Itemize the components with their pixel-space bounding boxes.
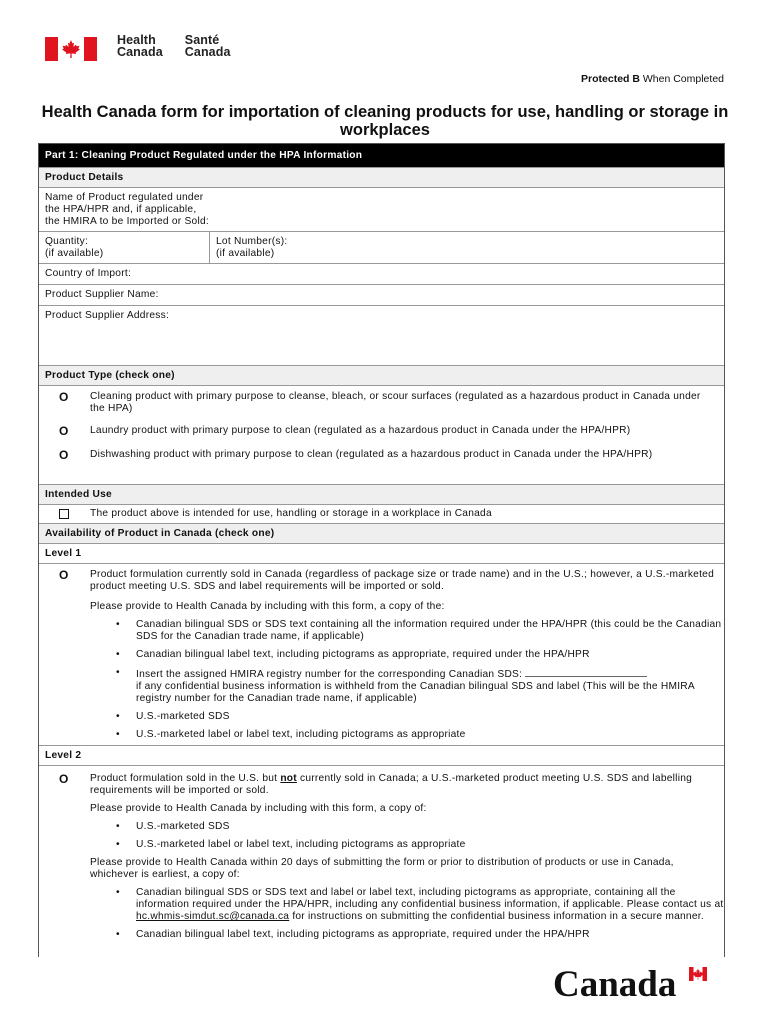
radio-circle-icon[interactable]: O [59, 424, 69, 438]
product-type-heading: Product Type (check one) [39, 366, 724, 386]
lot-number-field[interactable]: Lot Number(s): (if available) [216, 236, 288, 259]
item2a-pre: Canadian bilingual SDS or SDS text and label or label text, including pictograms as appropriate, containing all the information required under the HPA/HPR, including any confidential business information, if applicable. Please contact us at [136, 887, 724, 910]
level1-list [39, 616, 724, 744]
radio-circle-icon[interactable]: O [59, 448, 69, 462]
list-item: • Canadian bilingual SDS or SDS text containing all the information required under the HPA/HPR (this could be the Canadian SDS for the Canadian trade name, if applicable) [136, 616, 724, 646]
org-en-line-2: Canada [117, 45, 163, 59]
quantity-lot-row [39, 232, 724, 264]
radio-circle-icon[interactable]: O [59, 772, 69, 786]
product-type-option-dishwashing[interactable] [39, 446, 724, 466]
checkbox-icon[interactable] [59, 509, 69, 521]
item2a-post: for instructions on submitting the confidential business information in a secure manner. [289, 911, 704, 922]
radio-circle-icon[interactable]: O [59, 568, 69, 582]
level2-list-1 [39, 818, 724, 854]
level1-option-label: Product formulation currently sold in Canada (regardless of package size or trade name) and in the U.S.; however, a U.S.-marketed product meeting U.S. SDS and label requirements will be imported or sold. [90, 569, 714, 592]
maple-leaf-icon [61, 40, 81, 58]
list-item: • Canadian bilingual label text, including pictograms as appropriate, required under the HPA/HPR [136, 926, 724, 944]
availability-heading: Availability of Product in Canada (check one) [39, 524, 724, 544]
protected-b-strong: Protected B [581, 73, 640, 85]
org-fr-line-2: Canada [184, 45, 231, 59]
hmira-insert-label: Insert the assigned HMIRA registry number for the corresponding Canadian SDS: [136, 669, 523, 680]
quantity-field[interactable]: Quantity: (if available) [39, 232, 210, 263]
level2-instruction-1: Please provide to Health Canada by including with this form, a copy of: [90, 803, 427, 814]
protected-b-label [581, 73, 724, 85]
product-details-heading: Product Details [39, 168, 724, 188]
intended-use-option[interactable] [39, 505, 724, 525]
health-canada-logo [45, 34, 253, 61]
supplier-name-field[interactable]: Product Supplier Name: [39, 285, 724, 306]
level1-section [39, 566, 724, 746]
list-item: • U.S.-marketed SDS [136, 708, 724, 726]
org-name-fr [185, 34, 231, 58]
supplier-address-field[interactable]: Product Supplier Address: [39, 306, 724, 366]
canada-wordmark: Canada [553, 964, 677, 1005]
level2-instruction-2: Please provide to Health Canada within 20 days of submitting the form or prior to distribution of products or use in Canada, whichever is earliest, a copy of: [90, 857, 674, 880]
list-item: • U.S.-marketed SDS [136, 818, 724, 836]
hmira-number-input[interactable] [525, 667, 647, 677]
product-type-option-laundry[interactable] [39, 422, 724, 442]
hmira-note: if any confidential business information is withheld from the Canadian bilingual SDS and label (This will be the HMIRA registry number for the Canadian trade name, if applicable) [136, 681, 695, 704]
option-dishwashing-label: Dishwashing product with primary purpose to clean (regulated as a hazardous product in Canada under the HPA/HPR) [90, 449, 653, 460]
country-of-import-field[interactable]: Country of Import: [39, 264, 724, 285]
level2-option-pre: Product formulation sold in the U.S. but [90, 773, 281, 784]
level2-label: Level 2 [39, 746, 724, 766]
list-item: • Canadian bilingual label text, including pictograms as appropriate, required under the HPA/HPR [136, 646, 724, 664]
product-type-options [39, 388, 724, 485]
list-item: • U.S.-marketed label or label text, including pictograms as appropriate [136, 726, 724, 744]
option-cleaning-label: Cleaning product with primary purpose to cleanse, bleach, or scour surfaces (regulated as a hazardous product in Canada under the HPA) [90, 391, 701, 414]
level2-option-post: currently sold in Canada; a U.S.-marketed product meeting U.S. SDS and labelling requirements will be imported or sold. [90, 773, 693, 796]
contact-email-link[interactable]: hc.whmis-simdut.sc@canada.ca [136, 911, 290, 922]
level2-section [39, 770, 724, 944]
form-table [38, 143, 725, 957]
option-laundry-label: Laundry product with primary purpose to clean (regulated as a hazardous product in Canada under the HPA/HPR) [90, 425, 631, 436]
list-item [136, 664, 724, 708]
intended-use-row [39, 505, 724, 524]
org-en-line-1: Health [117, 33, 156, 47]
product-type-option-cleaning[interactable] [39, 388, 724, 418]
level1-label: Level 1 [39, 544, 724, 564]
org-name-en [117, 34, 163, 58]
level2-list-2 [39, 884, 724, 944]
part1-heading: Part 1: Cleaning Product Regulated under the HPA Information [39, 144, 724, 168]
list-item [136, 884, 724, 926]
level2-option[interactable] [39, 770, 724, 800]
intended-use-heading: Intended Use [39, 485, 724, 505]
list-item: • U.S.-marketed label or label text, including pictograms as appropriate [136, 836, 724, 854]
level2-option-not: not [280, 773, 297, 784]
canada-flag-icon [45, 37, 97, 61]
protected-b-rest: When Completed [639, 73, 724, 85]
level1-instruction: Please provide to Health Canada by including with this form, a copy of the: [90, 601, 445, 612]
org-fr-line-1: Santé [184, 33, 220, 47]
level1-option[interactable] [39, 566, 724, 596]
wordmark-flag-icon [689, 967, 707, 981]
radio-circle-icon[interactable]: O [59, 390, 69, 404]
form-title: Health Canada form for importation of cleaning products for use, handling or storage in workplaces [41, 103, 729, 139]
intended-use-label: The product above is intended for use, handling or storage in a workplace in Canada [90, 508, 492, 519]
product-name-field[interactable]: Name of Product regulated under the HPA/HPR and, if applicable, the HMIRA to be Imported or Sold: [39, 188, 724, 232]
